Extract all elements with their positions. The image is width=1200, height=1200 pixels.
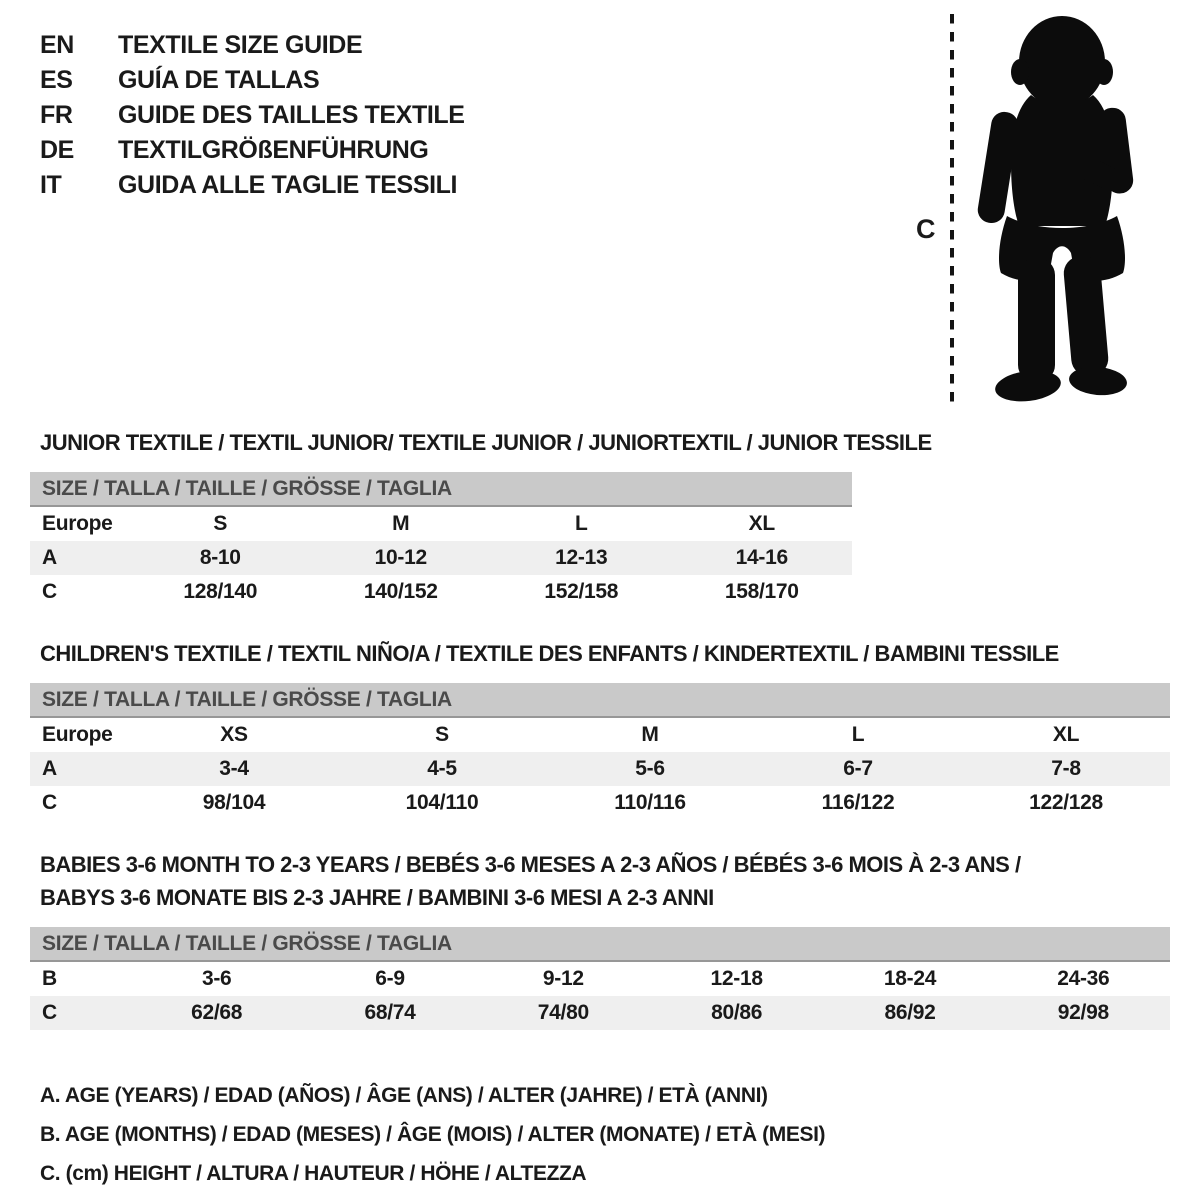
section-heading: JUNIOR TEXTILE / TEXTIL JUNIOR/ TEXTILE JUNIOR / JUNIORTEXTIL / JUNIOR TESSILE [40,430,932,455]
row-cell: 12-18 [710,967,763,990]
table-row [30,786,1170,820]
row-cell: XL [748,512,775,535]
row-label: Europe [42,723,113,746]
row-cell: 14-16 [735,546,788,569]
table-row [30,507,852,541]
row-cell: L [851,723,865,746]
row-cell: 92/98 [1057,1001,1109,1024]
row-cell: 110/116 [614,791,686,814]
row-cell: XS [220,723,248,746]
legend [40,1076,1170,1193]
size-sections [30,426,1170,1030]
row-cell: 74/80 [537,1001,589,1024]
legend-line: C. (cm) HEIGHT / ALTURA / HAUTEUR / HÖHE / ALTEZZA [40,1162,587,1185]
row-cell: 4-5 [427,757,457,780]
row-cell: XL [1052,723,1080,746]
row-cell: 128/140 [183,580,258,603]
row-cell: 9-12 [542,967,584,990]
row-cell: 18-24 [883,967,937,990]
row-cell: 158/170 [724,580,799,603]
row-cell: L [574,512,588,535]
row-label: B [42,967,57,990]
size-guide-figure [890,6,1200,416]
row-cell: 86/92 [884,1001,936,1024]
row-cell: 62/68 [191,1001,243,1024]
table-row [30,752,1170,786]
row-cell: 68/74 [364,1001,416,1024]
table-row [30,575,852,609]
row-cell: 3-4 [219,757,249,780]
section-heading: BABYS 3-6 MONATE BIS 2-3 JAHRE / BAMBINI 3-6 MESI A 2-3 ANNI [40,885,714,910]
row-cell: 104/110 [405,791,479,814]
language-code: FR [40,101,73,129]
row-cell: 5-6 [635,757,665,780]
language-code: ES [40,66,73,94]
row-label: A [42,757,57,780]
row-cell: M [392,512,410,535]
height-measure-label: C [916,214,936,244]
row-cell: 24-36 [1057,967,1110,990]
language-code: EN [40,31,74,59]
legend-line: B. AGE (MONTHS) / EDAD (MESES) / ÂGE (MOIS) / ALTER (MONATE) / ETÀ (MESI) [40,1123,826,1146]
row-label: A [42,546,57,569]
row-label: C [42,1001,57,1024]
language-title: GUIDA ALLE TAGLIE TESSILI [118,171,458,199]
language-title: TEXTILGRÖßENFÜHRUNG [118,136,429,164]
row-cell: S [213,512,228,535]
row-cell: 116/122 [821,791,895,814]
size-section [30,426,1170,609]
size-guide-page [30,0,1170,1193]
row-label: C [42,791,57,814]
row-cell: S [435,723,449,746]
language-title: GUÍA DE TALLAS [118,66,320,94]
size-table-header: SIZE / TALLA / TAILLE / GRÖSSE / TAGLIA [30,927,1170,962]
row-label: C [42,580,57,603]
size-section [30,637,1170,820]
size-table [30,683,1170,820]
table-row [30,718,1170,752]
row-cell: 152/158 [544,580,619,603]
language-code: DE [40,136,74,164]
row-cell: 3-6 [201,967,232,990]
row-cell: 98/104 [202,791,266,814]
size-table-header: SIZE / TALLA / TAILLE / GRÖSSE / TAGLIA [30,472,852,507]
language-title: GUIDE DES TAILLES TEXTILE [118,101,465,129]
language-code: IT [40,171,62,199]
legend-line: A. AGE (YEARS) / EDAD (AÑOS) / ÂGE (ANS) / ALTER (JAHRE) / ETÀ (ANNI) [40,1084,768,1107]
row-cell: 6-9 [375,967,405,990]
size-table [30,472,852,609]
section-heading: BABIES 3-6 MONTH TO 2-3 YEARS / BEBÉS 3-6 MESES A 2-3 AÑOS / BÉBÉS 3-6 MOIS À 2-3 ANS / [40,852,1021,877]
table-row [30,996,1170,1030]
size-table [30,927,1170,1030]
row-cell: 12-13 [555,546,608,569]
row-cell: 6-7 [843,757,873,780]
row-cell: 7-8 [1051,757,1081,780]
size-section [30,848,1170,1030]
size-table-header: SIZE / TALLA / TAILLE / GRÖSSE / TAGLIA [30,683,1170,718]
row-label: Europe [42,512,113,535]
row-cell: 8-10 [199,546,241,569]
table-row [30,541,852,575]
table-row [30,962,1170,996]
row-cell: 122/128 [1029,791,1103,814]
row-cell: M [641,723,659,746]
row-cell: 10-12 [374,546,427,569]
language-title: TEXTILE SIZE GUIDE [118,31,363,59]
page-header [30,0,1170,412]
toddler-silhouette-graphic [890,6,1200,416]
section-heading: CHILDREN'S TEXTILE / TEXTIL NIÑO/A / TEXTILE DES ENFANTS / KINDERTEXTIL / BAMBINI TESSILE [40,641,1059,666]
row-cell: 80/86 [711,1001,763,1024]
toddler-silhouette [976,16,1135,405]
row-cell: 140/152 [363,580,438,603]
